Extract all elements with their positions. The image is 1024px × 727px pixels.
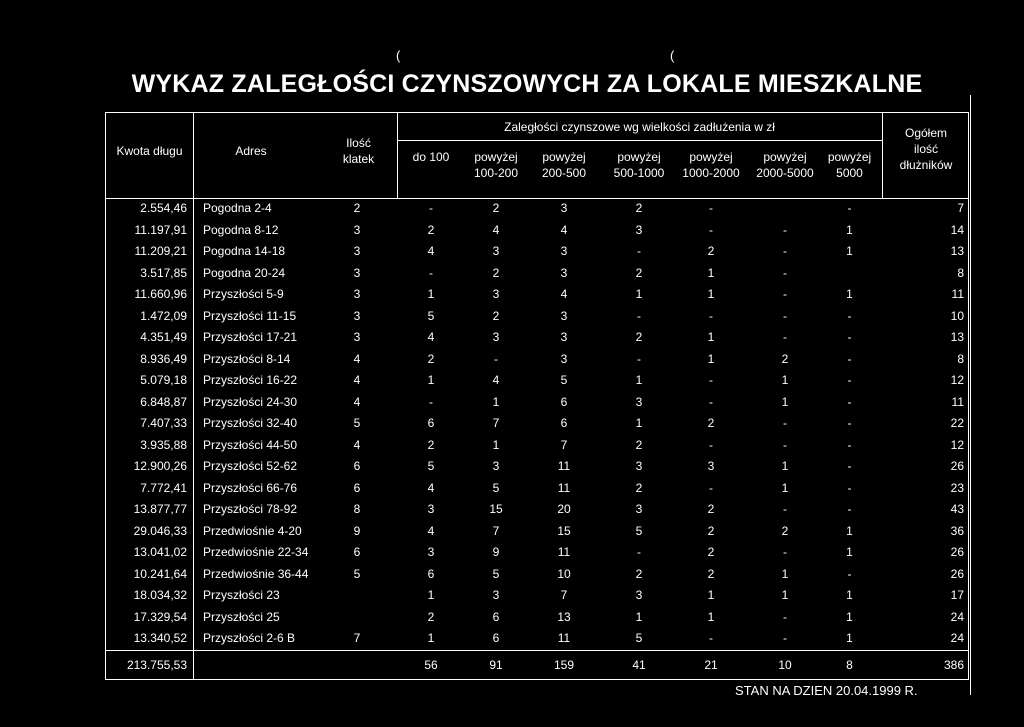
table-cell: 2 (781, 351, 789, 366)
table-cell: 1 (781, 459, 789, 473)
table-cell: 2 (707, 244, 715, 258)
table-cell: 5 (492, 566, 500, 581)
table-cell: 4 (427, 244, 435, 258)
table-cell: 7 (353, 631, 361, 645)
table-cell: 22 (950, 416, 964, 430)
table-cell: 1 (427, 373, 435, 387)
table-cell: 26 (950, 545, 964, 559)
table-row (106, 498, 968, 520)
table-cell: 13 (950, 330, 964, 344)
table-cell: 7.407,33 (140, 416, 187, 430)
paren-mark-left: ( (396, 48, 401, 63)
table-cell: - (847, 566, 852, 581)
table-cell: 6 (353, 459, 361, 473)
header-c1 (466, 149, 526, 181)
table-cell: 2 (635, 201, 643, 215)
table-cell: 13.041,02 (133, 545, 187, 559)
table-cell: 4 (353, 437, 361, 452)
table-cell: 43 (950, 502, 964, 516)
table-row (106, 627, 968, 649)
table-cell: 11.197,91 (134, 222, 187, 237)
table-cell: 6 (353, 480, 361, 495)
table-cell: Przyszłości 25 (203, 609, 280, 624)
table-cell: 8.936,49 (140, 351, 187, 366)
table-cell: 1 (635, 609, 643, 624)
table-cell: 1 (846, 287, 853, 301)
table-row (106, 283, 968, 305)
table-cell: 3 (635, 588, 643, 602)
table-cell: Przyszłości 44-50 (203, 437, 298, 452)
table-cell: 3 (560, 308, 568, 323)
table-cell: - (709, 373, 713, 387)
table-row (106, 262, 968, 284)
table-cell: - (429, 201, 433, 215)
table-cell: 26 (950, 459, 964, 473)
table-cell: 3 (427, 545, 435, 559)
table-cell: 2 (635, 566, 643, 581)
table-cell: 2 (353, 201, 361, 215)
table-cell: 3 (635, 394, 643, 409)
table-row (106, 434, 968, 456)
table-cell: 1 (846, 545, 853, 559)
table-cell: - (847, 416, 852, 430)
header-c6-line1: powyżej (827, 150, 872, 164)
table-row (106, 606, 968, 628)
table-cell: 2 (635, 330, 643, 344)
table-cell: - (847, 394, 852, 409)
header-c2-line2: 200-500 (541, 166, 587, 180)
table-cell: 17.329,54 (133, 609, 187, 624)
table-cell: 1 (635, 373, 643, 387)
table-cell: 10.241,64 (133, 566, 187, 581)
table-cell: 2 (707, 545, 715, 559)
table-cell: 6 (560, 416, 568, 430)
table-cell: 4 (353, 351, 361, 366)
table-cell: 3 (560, 351, 568, 366)
table-cell: 6.848,87 (140, 394, 187, 409)
table-cell: 20 (557, 502, 571, 516)
table-cell: 8 (353, 502, 361, 516)
table-row (106, 348, 968, 370)
table-cell: 3 (635, 502, 643, 516)
table-cell: Pogodna 2-4 (203, 201, 272, 215)
header-c5-line1: powyżej (763, 150, 807, 164)
table-cell: Pogodna 20-24 (203, 265, 286, 280)
table-cell: 2 (781, 523, 789, 538)
table-cell: 7.772,41 (140, 480, 187, 495)
table-cell: 13 (950, 244, 964, 258)
table-cell: 5 (635, 523, 643, 538)
table-cell: 4 (560, 222, 568, 237)
table-cell: 14 (950, 222, 964, 237)
header-c4-line1: powyżej (689, 150, 733, 164)
header-ogolem-line1: Ogółem (904, 126, 948, 140)
table-cell: 1 (781, 480, 789, 495)
header-c4 (676, 149, 746, 181)
table-cell: - (847, 330, 852, 344)
table-cell: 2 (635, 437, 643, 452)
table-cell: 6 (492, 631, 500, 645)
table-cell: 1 (707, 330, 715, 344)
table-cell: 1 (427, 631, 435, 645)
table-cell: - (637, 545, 641, 559)
table-cell: 36 (950, 523, 964, 538)
table-cell: - (429, 265, 433, 280)
table-cell: - (847, 201, 852, 215)
header-c6-line2: 5000 (836, 166, 863, 180)
table-cell: 386 (943, 658, 964, 672)
table-cell: 11.660,96 (134, 287, 187, 301)
table-cell: - (783, 308, 787, 323)
table-cell: - (637, 308, 641, 323)
table-cell: 7 (957, 201, 964, 215)
table-cell: - (494, 351, 498, 366)
table-cell: 3 (560, 244, 568, 258)
table-cell: - (783, 222, 787, 237)
table-cell: 2 (707, 566, 715, 581)
table-cell: 213.755,53 (126, 658, 187, 672)
table-cell: 3 (560, 201, 568, 215)
page-title: WYKAZ ZALEGŁOŚCI CZYNSZOWYCH ZA LOKALE MIESZKALNE (131, 70, 923, 98)
table-cell: - (847, 502, 852, 516)
table-cell: Przyszłości 8-14 (203, 351, 291, 366)
table-cell: 2.554,46 (140, 201, 187, 215)
header-c3-line2: 500-1000 (613, 166, 665, 180)
table-cell: 10 (778, 658, 792, 672)
table-cell: 11 (557, 459, 571, 473)
table-cell: 11.209,21 (134, 244, 187, 258)
table-cell: 17 (950, 588, 964, 602)
table-cell: 24 (950, 631, 964, 645)
table-cell: 56 (424, 658, 438, 672)
table-cell: 11 (951, 394, 964, 409)
table-cell: Przyszłości 11-15 (203, 308, 297, 323)
table-cell: 3 (492, 287, 500, 301)
table-cell: 8 (846, 658, 853, 672)
right-edge-line (970, 95, 971, 695)
totals-divider (106, 650, 968, 651)
group-underline (397, 140, 882, 141)
table-cell: 1 (707, 588, 715, 602)
header-c5 (750, 149, 820, 181)
table-cell: 6 (492, 609, 500, 624)
table-cell: Przyszłości 52-62 (203, 459, 298, 473)
table-cell: 3 (635, 459, 643, 473)
table-cell: 3 (492, 244, 500, 258)
header-c2-line1: powyżej (542, 150, 586, 164)
table-cell: Przedwiośnie 22-34 (203, 545, 309, 559)
table-cell: 18.034,32 (133, 588, 187, 602)
table-cell: 1 (427, 588, 435, 602)
header-c6 (822, 149, 877, 181)
table-cell: - (709, 201, 713, 215)
table-cell: 10 (557, 566, 571, 581)
table-cell: 26 (950, 566, 964, 581)
table-cell: 6 (353, 545, 361, 559)
table-cell: - (847, 480, 852, 495)
header-adres: Adres (235, 144, 267, 158)
table-cell: 1 (846, 631, 853, 645)
table-cell: 4 (427, 330, 435, 344)
table-cell: 7 (560, 588, 568, 602)
table-cell: 1 (846, 244, 853, 258)
table-cell: 12 (950, 437, 964, 452)
table-cell: 159 (553, 658, 575, 672)
table-cell: 3 (492, 588, 500, 602)
table-cell: 6 (427, 566, 435, 581)
table-cell: 3.935,88 (140, 437, 187, 452)
table-cell: 3 (353, 265, 361, 280)
header-ogolem (884, 125, 968, 173)
table-cell: 15 (489, 502, 503, 516)
table-cell: Przyszłości 32-40 (203, 416, 298, 430)
table-row (106, 326, 968, 348)
table-cell: 4 (427, 523, 435, 538)
table-cell: - (847, 308, 852, 323)
table-cell: Przedwiośnie 4-20 (203, 523, 302, 538)
table-cell: - (847, 459, 852, 473)
table-cell: 8 (957, 265, 964, 280)
table-cell: 91 (489, 658, 503, 672)
header-c1-line1: powyżej (474, 150, 518, 164)
table-cell: 24 (950, 609, 964, 624)
table-row (106, 563, 968, 585)
header-ogolem-line3: dłużników (899, 158, 953, 172)
table-cell: 41 (632, 658, 646, 672)
table-cell: 3 (353, 330, 361, 344)
table-cell: 2 (427, 609, 435, 624)
table-row (106, 305, 968, 327)
table-cell: 2 (707, 502, 715, 516)
table-cell: - (709, 308, 713, 323)
table-cell: 2 (635, 480, 643, 495)
table-cell: 1 (781, 588, 789, 602)
header-group: Zaległości czynszowe wg wielkości zadłużenia w zł (504, 120, 775, 134)
table-cell: 4 (492, 373, 500, 387)
table-cell: Przedwiośnie 36-44 (203, 566, 309, 581)
table-cell: 1 (781, 394, 789, 409)
table-cell: - (783, 545, 787, 559)
table-cell: 2 (492, 308, 500, 323)
table-cell: 29.046,33 (133, 523, 187, 538)
totals-row (106, 654, 968, 676)
table-cell: Przyszłości 16-22 (203, 373, 298, 387)
table-row (106, 584, 968, 606)
col-divider (882, 113, 883, 198)
table-row (106, 477, 968, 499)
debt-table (105, 112, 969, 680)
header-c5-line2: 2000-5000 (756, 166, 814, 180)
table-cell: 5 (427, 308, 435, 323)
table-cell: 15 (557, 523, 571, 538)
header-kwota: Kwota długu (116, 144, 183, 158)
table-cell: 12 (950, 373, 964, 387)
table-cell: 3 (707, 459, 715, 473)
table-cell: - (783, 287, 787, 301)
table-cell: 3 (560, 330, 568, 344)
table-cell: 4 (492, 222, 500, 237)
table-cell: 1 (635, 416, 643, 430)
table-cell: 23 (950, 480, 964, 495)
table-cell: - (847, 437, 852, 452)
table-cell: 2 (492, 265, 500, 280)
table-cell: - (783, 631, 787, 645)
table-cell: 6 (560, 394, 568, 409)
paren-mark-right: ( (670, 48, 675, 63)
table-cell: Przyszłości 2-6 B (203, 631, 296, 645)
table-cell: Przyszłości 5-9 (203, 287, 284, 301)
table-cell: 5 (492, 480, 500, 495)
table-cell: 2 (427, 437, 435, 452)
header-ilosc: Ilość klatek (342, 136, 375, 166)
table-cell: 2 (427, 222, 435, 237)
table-cell: Przyszłości 66-76 (203, 480, 298, 495)
table-cell: 1 (781, 373, 789, 387)
table-cell: 1 (781, 566, 789, 581)
table-cell: 5 (353, 416, 361, 430)
table-cell: 3 (353, 308, 361, 323)
table-cell: 1.472,09 (140, 308, 187, 323)
table-cell: 11 (557, 480, 571, 495)
table-cell: 21 (704, 658, 718, 672)
table-cell: - (709, 222, 713, 237)
table-cell: - (709, 480, 713, 495)
table-cell: Przyszłości 17-21 (203, 330, 298, 344)
table-cell: 1 (846, 523, 853, 538)
table-cell: 4 (560, 287, 568, 301)
table-cell: 1 (707, 351, 715, 366)
table-cell: - (709, 631, 713, 645)
table-cell: - (783, 330, 787, 344)
table-cell: 13 (557, 609, 571, 624)
table-cell: 3 (353, 222, 361, 237)
table-cell: 2 (707, 416, 715, 430)
table-cell: 3 (492, 330, 500, 344)
table-cell: 1 (635, 287, 643, 301)
table-cell: 5 (635, 631, 643, 645)
table-cell: - (783, 265, 787, 280)
table-row (106, 219, 968, 241)
table-cell: 6 (427, 416, 435, 430)
header-c2 (534, 149, 594, 181)
table-cell: - (783, 437, 787, 452)
table-cell: - (709, 437, 713, 452)
table-cell: 2 (492, 201, 500, 215)
table-cell: 1 (492, 437, 500, 452)
table-cell: Pogodna 14-18 (203, 244, 286, 258)
table-cell: 3 (492, 459, 500, 473)
table-cell: 4.351,49 (140, 330, 187, 344)
table-cell: 3 (353, 244, 361, 258)
table-row (106, 455, 968, 477)
table-cell: 5 (353, 566, 361, 581)
table-cell: - (429, 394, 433, 409)
header-c3 (606, 149, 672, 181)
table-cell: 9 (353, 523, 361, 538)
table-row (106, 391, 968, 413)
table-cell: 1 (707, 287, 715, 301)
table-cell: - (847, 373, 852, 387)
table-cell: 3.517,85 (140, 265, 187, 280)
table-cell: Przyszłości 23 (203, 588, 280, 602)
table-row (106, 520, 968, 542)
table-cell: 11 (557, 631, 571, 645)
header-do100: do 100 (412, 150, 450, 164)
table-cell: 11 (951, 287, 964, 301)
table-row (106, 240, 968, 262)
table-cell: 13.340,52 (133, 631, 187, 645)
table-cell: - (709, 394, 713, 409)
table-cell: 7 (492, 416, 500, 430)
table-cell: 2 (427, 351, 435, 366)
table-cell: Pogodna 8-12 (203, 222, 279, 237)
table-cell: 3 (560, 265, 568, 280)
header-c4-line2: 1000-2000 (682, 166, 740, 180)
table-cell: 5 (427, 459, 435, 473)
table-cell: 1 (707, 265, 715, 280)
table-cell: - (637, 351, 641, 366)
table-cell: 3 (427, 502, 435, 516)
header-ogolem-line2: ilość (913, 142, 938, 156)
table-cell: 9 (492, 545, 500, 559)
table-cell: 4 (427, 480, 435, 495)
table-cell: 1 (427, 287, 435, 301)
table-cell: 1 (846, 222, 853, 237)
table-row (106, 369, 968, 391)
table-cell: - (783, 416, 787, 430)
table-cell: 7 (560, 437, 568, 452)
table-row (106, 541, 968, 563)
table-cell: 2 (707, 523, 715, 538)
table-cell: 8 (957, 351, 964, 366)
table-cell: 1 (707, 609, 715, 624)
table-cell: 4 (353, 394, 361, 409)
table-cell: 12.900,26 (133, 459, 187, 473)
table-cell: 11 (557, 545, 571, 559)
table-row (106, 412, 968, 434)
table-cell: - (783, 244, 787, 258)
table-cell: 7 (492, 523, 500, 538)
table-cell: 3 (635, 222, 643, 237)
table-cell: - (783, 502, 787, 516)
table-cell: 4 (353, 373, 361, 387)
table-cell: Przyszłości 78-92 (203, 502, 298, 516)
table-cell: Przyszłości 24-30 (203, 394, 298, 409)
table-cell: 5.079,18 (140, 373, 187, 387)
header-c1-line2: 100-200 (473, 166, 519, 180)
table-cell: 10 (950, 308, 964, 323)
table-cell: 13.877,77 (133, 502, 187, 516)
table-cell: - (637, 244, 641, 258)
table-cell: 5 (560, 373, 568, 387)
table-cell: 2 (635, 265, 643, 280)
table-row (106, 197, 968, 219)
header-c3-line1: powyżej (617, 150, 661, 164)
table-cell: 3 (353, 287, 361, 301)
table-cell: - (847, 351, 852, 366)
table-cell: 1 (492, 394, 500, 409)
table-cell: 1 (846, 609, 853, 624)
table-cell: - (783, 609, 787, 624)
table-cell: 1 (846, 588, 853, 602)
status-date: STAN NA DZIEN 20.04.1999 R. (735, 683, 918, 698)
